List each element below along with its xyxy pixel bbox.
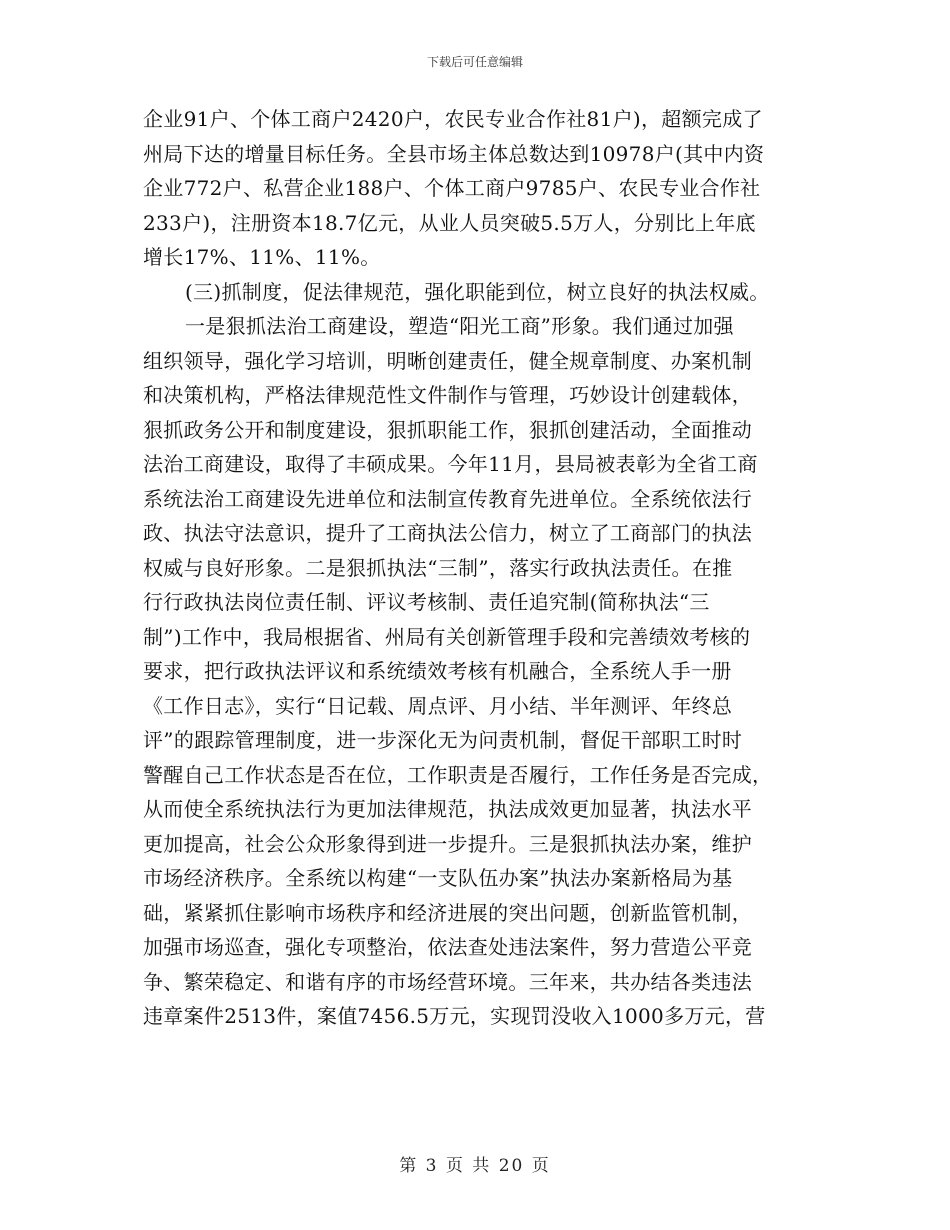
text-line-4: 233户)，注册资本18.7亿元，从业人员突破5.5万人，分别比上年底 [143, 210, 756, 235]
section-heading-3: (三)抓制度，促法律规范，强化职能到位，树立良好的执法权威。 [185, 279, 770, 304]
text-line-3: 企业772户、私营企业188户、个体工商户9785户、农民专业合作社 [143, 176, 761, 200]
text-line-16: 制”)工作中，我局根据省、州局有关创新管理手段和完善绩效考核的 [143, 624, 751, 649]
text-line-27: 违章案件2513件，案值7456.5万元，实现罚没收入1000多万元，营 [143, 1004, 766, 1028]
text-line-21: 从而使全系统执法行为更加法律规范，执法成效更加显著，执法水平 [143, 797, 752, 821]
text-line-10: 狠抓政务公开和制度建设，狠抓职能工作，狠抓创建活动，全面推动 [143, 417, 752, 442]
page-header-note: 下载后可任意编辑 [426, 55, 523, 69]
text-line-25: 加强市场巡查，强化专项整治，依法查处违法案件，努力营造公平竞 [143, 935, 752, 959]
text-line-5: 增长17%、11%、11%。 [143, 245, 381, 269]
text-line-24: 础，紧紧抓住影响市场秩序和经济进展的突出问题，创新监管机制， [143, 900, 752, 925]
document-body [143, 102, 815, 1034]
text-line-26: 争、繁荣稳定、和谐有序的市场经营环境。三年来，共办结各类违法 [143, 969, 752, 994]
text-line-7: 一是狠抓法治工商建设，塑造“阳光工商”形象。我们通过加强 [185, 314, 734, 338]
text-line-17: 要求，把行政执法评议和系统绩效考核有机融合，全系统人手一册 [143, 659, 732, 683]
page-number-footer: 第 3 页 共 20 页 [399, 1156, 551, 1176]
text-line-2: 州局下达的增量目标任务。全县市场主体总数达到10978户(其中内资 [143, 141, 765, 166]
text-line-19: 评”的跟踪管理制度，进一步深化无为问责机制，督促干部职工时时 [143, 728, 743, 752]
text-line-13: 政、执法守法意识，提升了工商执法公信力，树立了工商部门的执法 [143, 521, 752, 545]
text-line-23: 市场经济秩序。全系统以构建“一支队伍办案”执法办案新格局为基 [143, 866, 733, 890]
text-line-12: 系统法治工商建设先进单位和法制宣传教育先进单位。全系统依法行 [143, 486, 752, 511]
text-line-18: 《工作日志》，实行“日记载、周点评、月小结、半年测评、年终总 [143, 693, 733, 718]
text-line-15: 行行政执法岗位责任制、评议考核制、责任追究制(简称执法“三 [143, 590, 710, 614]
text-line-14: 权威与良好形象。二是狠抓执法“三制”，落实行政执法责任。在推 [143, 555, 733, 580]
text-line-22: 更加提高，社会公众形象得到进一步提升。三是狠抓执法办案，维护 [143, 831, 752, 856]
text-line-11: 法治工商建设，取得了丰硕成果。今年11月，县局被表彰为全省工商 [143, 452, 758, 476]
text-line-1: 企业91户、个体工商户2420户，农民专业合作社81户)，超额完成了 [143, 107, 763, 131]
text-line-20: 警醒自己工作状态是否在位，工作职责是否履行，工作任务是否完成， [143, 762, 773, 787]
text-line-9: 和决策机构，严格法律规范性文件制作与管理，巧妙设计创建载体， [143, 383, 752, 407]
text-line-8: 组织领导，强化学习培训，明晰创建责任，健全规章制度、办案机制 [143, 348, 752, 373]
